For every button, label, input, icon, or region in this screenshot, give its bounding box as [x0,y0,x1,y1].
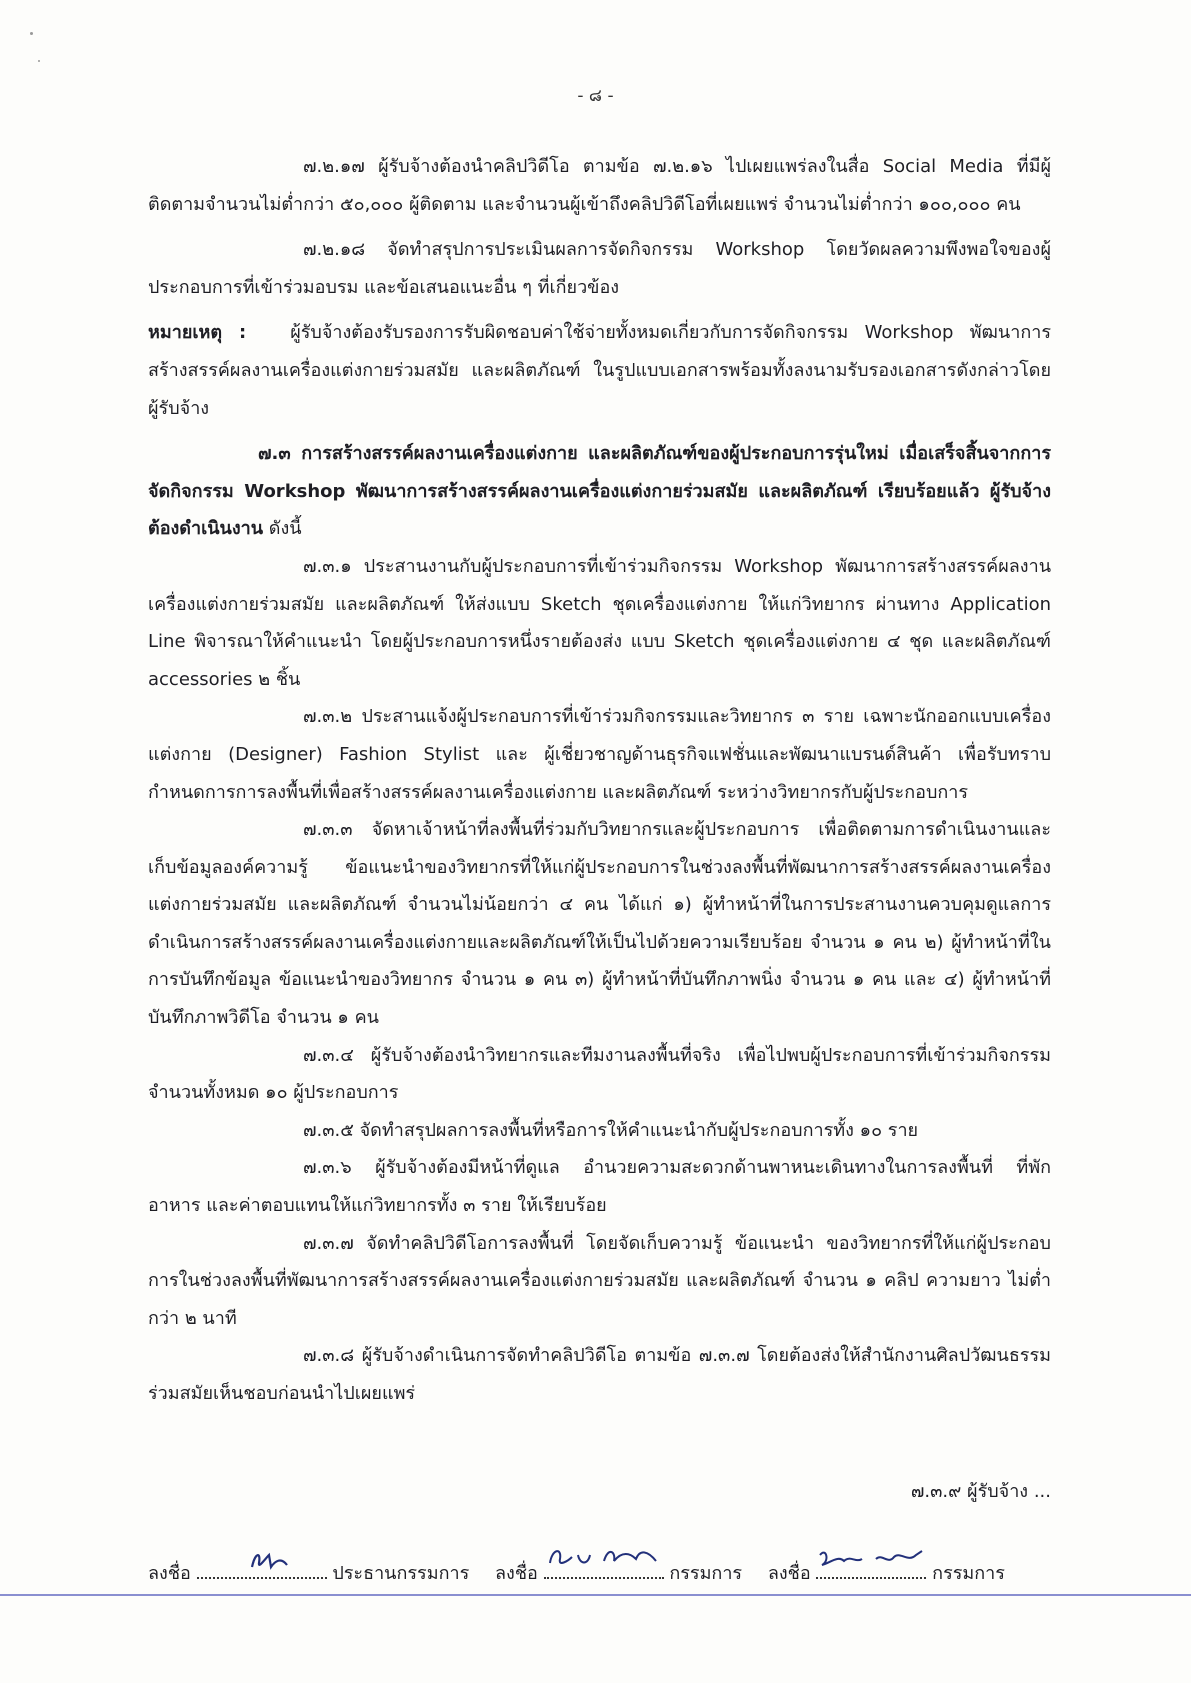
item-7-3-3: ๗.๓.๓ จัดหาเจ้าหน้าที่ลงพื้นที่ร่วมกับวิทยากรและผู้ประกอบการ เพื่อติดตามการดำเนินงานและเก็บข้อมูลองค์ความรู้ ข้อแนะนำของวิทยากรที่ให้แก่ผู้ประกอบการในช่วงลงพื้นที่พัฒนาการสร้างสรรค์ผลงานเครื่องแต่งกายร่วมสมัย และผลิตภัณฑ์ จำนวนไม่น้อยกว่า ๔ คน ได้แก่ ๑) ผู้ทำหน้าที่ในการประสานงานควบคุมดูแลการดำเนินการสร้างสรรค์ผลงานเครื่องแต่งกายและผลิตภัณฑ์ให้เป็นไปด้วยความเรียบร้อย จำนวน ๑ คน ๒) ผู้ทำหน้าที่ในการบันทึกข้อมูล ข้อแนะนำของวิทยากร จำนวน ๑ คน ๓) ผู้ทำหน้าที่บันทึกภาพนิ่ง จำนวน ๑ คน และ ๔) ผู้ทำหน้าที่บันทึกภาพวิดีโอ จำนวน ๑ คน [148,819,1051,1029]
footer-rule [0,1594,1191,1596]
scan-speck [30,32,33,35]
item-7-3-5: ๗.๓.๕ จัดทำสรุปผลการลงพื้นที่หรือการให้คำแนะนำกับผู้ประกอบการทั้ง ๑๐ ราย [303,1119,919,1141]
signature-prefix: ลงชื่อ [495,1563,538,1584]
item-7-3-8: ๗.๓.๘ ผู้รับจ้างดำเนินการจัดทำคลิปวิดีโอ ตามข้อ ๗.๓.๗ โดยต้องส่งให้สำนักงานศิลปวัฒนธรรมร่วมสมัยเห็นชอบก่อนนำไปเผยแพร่ [148,1345,1051,1404]
scan-speck [38,60,40,62]
signature-chairman [148,1558,469,1587]
signature-committee-1 [495,1558,742,1587]
signature-title: กรรมการ [932,1563,1005,1584]
signature-title: ประธานกรรมการ [332,1563,470,1584]
item-7-3-7: ๗.๓.๗ จัดทำคลิปวิดีโอการลงพื้นที่ โดยจัดเก็บความรู้ ข้อแนะนำ ของวิทยากรที่ให้แก่ผู้ประกอบการในช่วงลงพื้นที่พัฒนาการสร้างสรรค์ผลงานเครื่องแต่งกายร่วมสมัย และผลิตภัณฑ์ จำนวน ๑ คลิป ความยาว ไม่ต่ำกว่า ๒ นาที [148,1232,1051,1329]
item-7-3-4: ๗.๓.๔ ผู้รับจ้างต้องนำวิทยากรและทีมงานลงพื้นที่จริง เพื่อไปพบผู้ประกอบการที่เข้าร่วมกิจกรรม จำนวนทั้งหมด ๑๐ ผู้ประกอบการ [148,1044,1051,1104]
section-heading-7-3 [148,435,1051,548]
signature-committee-2 [768,1558,1005,1587]
section-heading-tail: ดังนี้ [263,518,302,540]
note-text: ผู้รับจ้างต้องรับรองการรับผิดชอบค่าใช้จ่ายทั้งหมดเกี่ยวกับการจัดกิจกรรม Workshop พัฒนาการสร้างสรรค์ผลงานเครื่องแต่งกายร่วมสมัย และผลิตภัณฑ์ ในรูปแบบเอกสารพร้อมทั้งลงนามรับรองเอกสารดังกล่าวโดยผู้รับจ้าง [148,322,1051,419]
note-label: หมายเหตุ : [148,322,247,344]
signature-field [816,1563,926,1579]
item-7-3-6: ๗.๓.๖ ผู้รับจ้างต้องมีหน้าที่ดูแล อำนวยความสะดวกด้านพาหนะเดินทางในการลงพื้นที่ ที่พัก อาหาร และค่าตอบแทนให้แก่วิทยากรทั้ง ๓ ราย ให้เรียบร้อย [148,1157,1051,1217]
signature-field [544,1563,664,1579]
paragraph-7-2-18: ๗.๒.๑๘ จัดทำสรุปการประเมินผลการจัดกิจกรรม Workshop โดยวัดผลความพึงพอใจของผู้ประกอบการที่เข้าร่วมอบรม และข้อเสนอแนะอื่น ๆ ที่เกี่ยวข้อง [148,239,1051,298]
handwritten-signature-icon [544,1541,664,1575]
note-paragraph [148,314,1051,427]
item-7-3-2: ๗.๓.๒ ประสานแจ้งผู้ประกอบการที่เข้าร่วมกิจกรรมและวิทยากร ๓ ราย เฉพาะนักออกแบบเครื่องแต่งกาย (Designer) Fashion Stylist และ ผู้เชี่ยวชาญด้านธุรกิจแฟชั่นและพัฒนาแบรนด์สินค้า เพื่อรับทราบกำหนดการการลงพื้นที่เพื่อสร้างสรรค์ผลงานเครื่องแต่งกาย และผลิตภัณฑ์ ระหว่างวิทยากรกับผู้ประกอบการ [148,706,1051,803]
paragraph-7-2-17: ๗.๒.๑๗ ผู้รับจ้างต้องนำคลิปวิดีโอ ตามข้อ ๗.๒.๑๖ ไปเผยแพร่ลงในสื่อ Social Media ที่มีผู้ติดตามจำนวนไม่ต่ำกว่า ๕๐,๐๐๐ ผู้ติดตาม และจำนวนผู้เข้าถึงคลิปวิดีโอที่เผยแพร่ จำนวนไม่ต่ำกว่า ๑๐๐,๐๐๐ คน [148,156,1051,215]
handwritten-signature-icon [197,1541,327,1575]
item-7-3-1: ๗.๓.๑ ประสานงานกับผู้ประกอบการที่เข้าร่วมกิจกรรม Workshop พัฒนาการสร้างสรรค์ผลงานเครื่องแต่งกายร่วมสมัย และผลิตภัณฑ์ ให้ส่งแบบ Sketch ชุดเครื่องแต่งกาย ให้แก่วิทยากร ผ่านทาง Application Line พิจารณาให้คำแนะนำ โดยผู้ประกอบการหนึ่งรายต้องส่ง แบบ Sketch ชุดเครื่องแต่งกาย ๔ ชุด และผลิตภัณฑ์ accessories ๒ ชิ้น [148,555,1051,690]
section-heading-bold: ๗.๓ การสร้างสรรค์ผลงานเครื่องแต่งกาย และผลิตภัณฑ์ของผู้ประกอบการรุ่นใหม่ เมื่อเสร็จสิ้นจากการจัดกิจกรรม Workshop พัฒนาการสร้างสรรค์ผลงานเครื่องแต่งกายร่วมสมัย และผลิตภัณฑ์ เรียบร้อยแล้ว ผู้รับจ้างต้องดำเนินงาน [148,443,1051,540]
handwritten-signature-icon [816,1541,926,1575]
signature-line [148,1558,1051,1587]
continuation-marker: ๗.๓.๙ ผู้รับจ้าง ... [910,1481,1051,1502]
signature-prefix: ลงชื่อ [767,1563,811,1584]
signature-prefix: ลงชื่อ [148,1563,191,1584]
signature-field [197,1563,327,1579]
page-number: - ๘ - [577,86,614,106]
signature-title: กรรมการ [669,1563,743,1584]
document-body [148,148,1051,1413]
